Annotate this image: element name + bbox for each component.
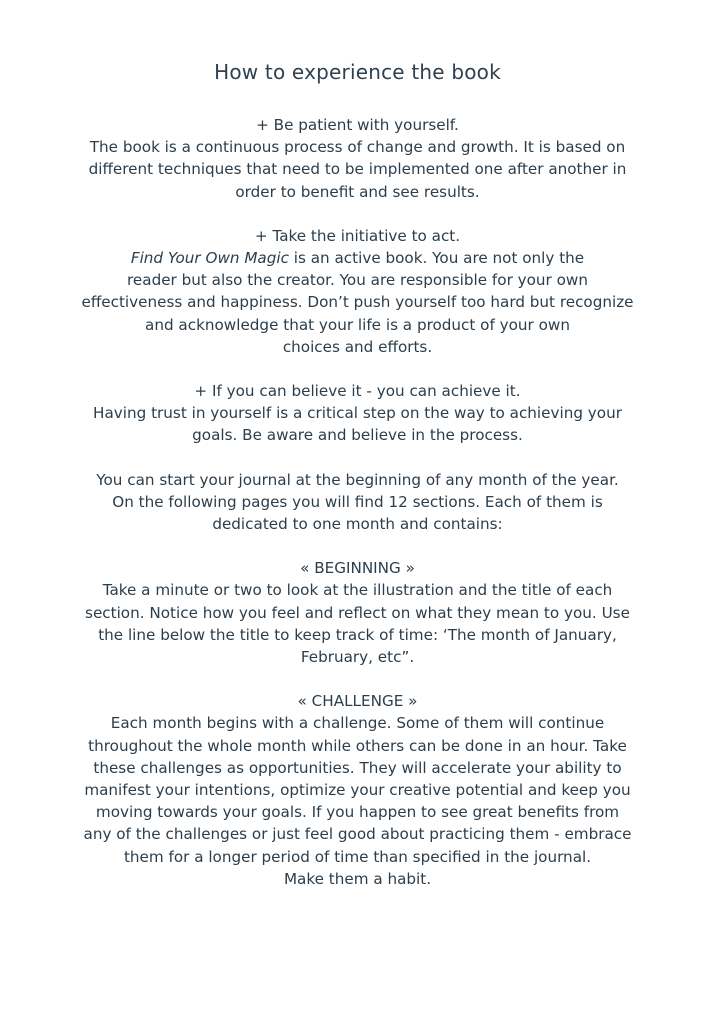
body-line: these challenges as opportunities. They will accelerate your ability to	[93, 758, 622, 777]
body-line: The book is a continuous process of change and growth. It is based on	[89, 138, 626, 157]
body-line: Having trust in yourself is a critical step on the way to achieving your	[93, 404, 622, 423]
section-heading-be-patient: + Be patient with yourself.	[256, 116, 459, 134]
body-line: manifest your intentions, optimize your creative potential and keep you	[84, 781, 631, 800]
section-beginning	[50, 557, 665, 668]
body-line: moving towards your goals. If you happen to see great benefits from	[95, 803, 620, 822]
body-line: choices and efforts.	[282, 337, 433, 356]
body-line: dedicated to one month and contains:	[212, 515, 503, 534]
body-line: different techniques that need to be implemented one after another in	[88, 160, 627, 179]
body-line: On the following pages you will find 12 sections. Each of them is	[112, 492, 603, 511]
section-heading-believe: + If you can believe it - you can achieve it.	[194, 382, 521, 401]
body-line: February, etc”.	[300, 648, 415, 667]
section-heading-take-initiative: + Take the initiative to act.	[254, 226, 461, 245]
section-heading-beginning: « BEGINNING »	[300, 559, 415, 578]
body-line: Take a minute or two to look at the illustration and the title of each	[102, 581, 613, 600]
body-line	[50, 247, 665, 269]
body-line: reader but also the creator. You are responsible for your own	[127, 271, 588, 290]
body-line: throughout the whole month while others can be done in an hour. Take	[88, 736, 627, 755]
body-line: any of the challenges or just feel good about practicing them - embrace	[83, 825, 632, 844]
body-line: order to benefit and see results.	[235, 182, 480, 201]
section-heading-challenge: « CHALLENGE »	[297, 692, 418, 711]
section-challenge	[50, 690, 665, 890]
page-title: How to experience the book	[214, 60, 501, 84]
section-take-initiative	[50, 225, 665, 358]
body-line: section. Notice how you feel and reflect on what they mean to you. Use	[85, 603, 630, 622]
book-title-italic: Find Your Own Magic	[130, 249, 289, 268]
body-line: You can start your journal at the beginning of any month of the year.	[96, 470, 619, 489]
body-line: the line below the title to keep track of time: ‘The month of January,	[98, 625, 617, 644]
body-line-text: is an active book. You are not only the	[293, 249, 585, 268]
body-line: Each month begins with a challenge. Some of them will continue	[110, 714, 605, 733]
body-line: effectiveness and happiness. Don’t push yourself too hard but recognize	[81, 293, 634, 312]
section-believe	[50, 380, 665, 447]
body-line: them for a longer period of time than specified in the journal.	[123, 847, 592, 866]
body-line: goals. Be aware and believe in the process.	[192, 426, 523, 445]
body-line: Make them a habit.	[283, 869, 432, 888]
body-line: and acknowledge that your life is a product of your own	[145, 315, 570, 334]
section-start-journal	[50, 469, 665, 536]
section-be-patient	[50, 114, 665, 203]
